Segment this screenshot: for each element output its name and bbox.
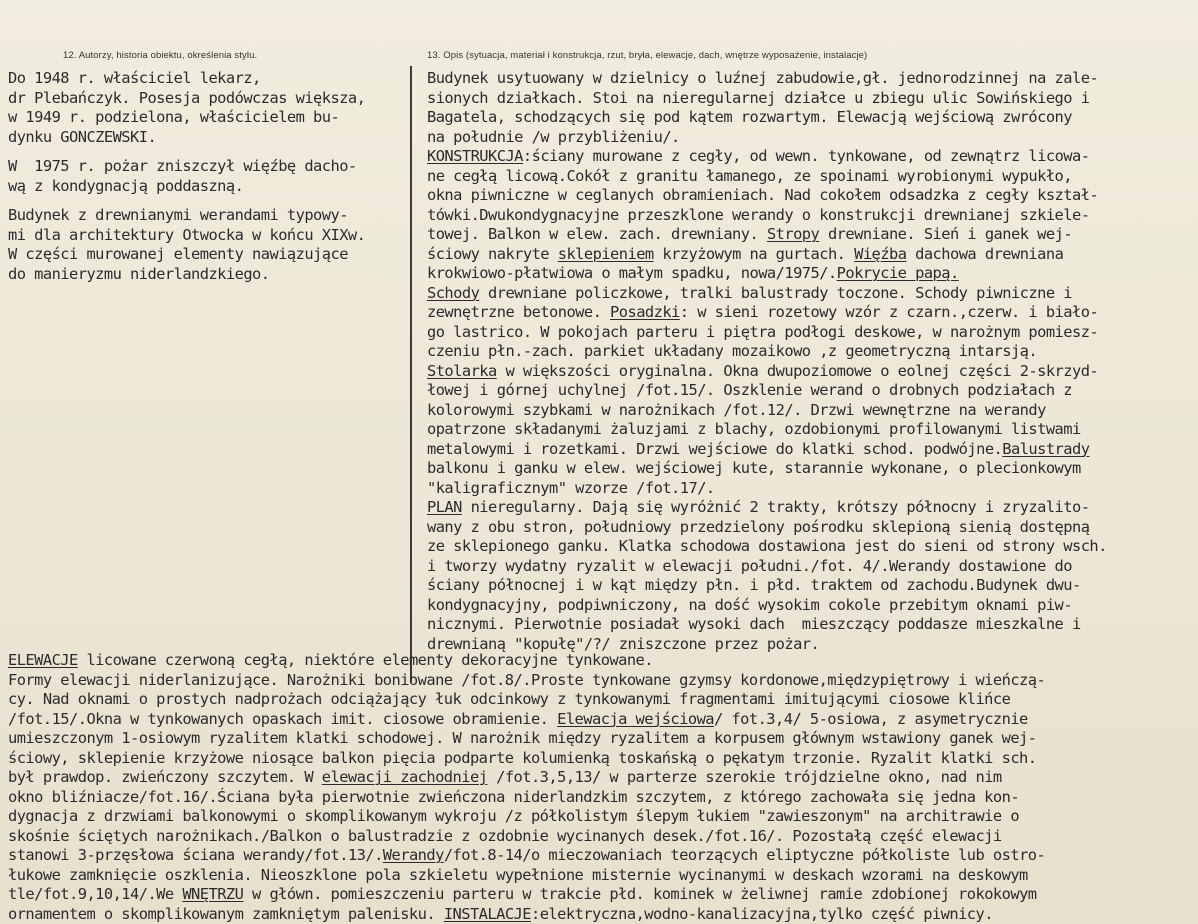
text-segment: na południe /w przybliżeniu/. <box>427 127 680 146</box>
text-segment: /fot.3,5,13/ w parterze szerokie trójdzielne okno, nad nim <box>487 768 1002 786</box>
description-text-line <box>427 401 1107 421</box>
paragraph-gap <box>8 196 365 206</box>
text-segment: łukowe zamknięcie oszklenia. Nieoszklone pola szkieletu wypełnione misternie wycinanymi w deskach wzorami na deskowym <box>8 865 1028 884</box>
text-segment: nieregularny. Dają się wyróżnić 2 trakty, krótszy północny i zryzalito- <box>461 498 1090 516</box>
text-segment: stanowi 3-przęsłowa ściana werandy/fot.13/. <box>8 846 383 864</box>
history-text-line: Do 1948 r. właściciel lekarz, <box>8 69 261 87</box>
section-13-header: 13. Opis (sytuacja, materiał i konstrukcja, rzut, bryła, elewacje, dach, wnętrze wyposażenie, instalacje) <box>427 50 868 61</box>
text-segment: tle/fot.9,10,14/.We <box>8 885 183 903</box>
text-segment: ne cegłą licową.Cokół z granitu łamanego, ze spoinami wyrobionymi wypukło, <box>427 166 1072 185</box>
text-segment: ornamentem o skomplikowanym zamkniętym palenisku. <box>8 904 444 923</box>
underlined-heading-term: Elewacja wejściowa <box>557 709 714 728</box>
text-segment: /fot.15/.Okna w tynkowanych opaskach imit. ciosowe obramienie. <box>8 709 558 728</box>
column-divider <box>410 66 412 682</box>
description-text-line <box>427 420 1107 440</box>
elevations-text-line <box>8 827 1045 847</box>
underlined-heading-term: Stropy <box>766 225 820 243</box>
description-text-line <box>427 89 1107 109</box>
text-segment: drewnianą "kopułę"/?/ zniszczone przez pożar. <box>427 634 820 653</box>
elevations-section <box>8 651 1045 924</box>
elevations-text-line <box>8 671 1045 691</box>
history-text-line: W części murowanej elementy nawiązujące <box>8 245 348 263</box>
text-segment: towej. Balkon w elew. zach. drewniany. <box>427 225 767 243</box>
text-segment: kondygnacyjny, podpiwniczony, na dość wysokim cokole przebitym oknami piw- <box>427 595 1072 614</box>
description-text-line <box>427 264 1107 284</box>
text-segment: licowane czerwoną cegłą, niektóre elementy dekoracyjne tynkowane. <box>77 651 653 669</box>
underlined-heading-term: Balustrady <box>1002 439 1090 458</box>
text-segment: umieszczonym 1-osiowym ryzalitem klatki schodowej. W narożnik między ryzalitem a korpusem głównym wstawiony ganek wej- <box>8 729 1037 747</box>
description-text-line <box>427 381 1107 401</box>
history-text-line: do manieryzmu niderlandzkiego. <box>8 264 270 283</box>
underlined-heading-term: Więźba <box>854 244 907 263</box>
text-segment: sionych działkach. Stoi na nieregularnej działce u zbiegu ulic Sowińskiego i <box>427 88 1090 107</box>
description-text-line <box>427 128 1107 148</box>
description-text-line <box>427 479 1107 499</box>
text-segment: Budynek usytuowany w dzielnicy o luźnej zabudowie,gł. jednorodzinnej na zale- <box>427 69 1099 87</box>
elevations-text-line <box>8 866 1045 886</box>
description-text-line <box>427 362 1107 382</box>
history-text-line: wą z kondygnacją poddaszną. <box>8 176 244 195</box>
underlined-heading-term: Schody <box>427 283 480 302</box>
text-segment: łowej i górnej uchylnej /fot.15/. Oszklenie werand o drobnych podziałach z <box>427 381 1072 399</box>
text-segment: krzyżowym na gurtach. <box>653 244 855 263</box>
underlined-heading-term: Pokrycie papą. <box>836 264 959 282</box>
text-segment: skośnie ściętych narożnikach./Balkon o balustradzie z ozdobnie wycinanych desek./fot.16/. Pozostałą część elewacji <box>8 826 1002 845</box>
history-text-line: dr Plebańczyk. Posesja podówczas większa, <box>8 88 366 107</box>
underlined-heading-term: WNĘTRZU <box>182 885 244 903</box>
text-segment: w większości oryginalna. Okna dwupoziomowe o eolnej części 2-skrzyd- <box>496 361 1099 380</box>
text-segment: i tworzy wydatny ryzalit w elewacji południ./fot. 4/.Werandy dostawione do <box>427 556 1072 575</box>
text-segment: ściowy, sklepienie krzyżowe niosące balkon pięcia podparte kolumienką toskańską o pękatym trzonie. Ryzalit klatki sch. <box>8 748 1037 767</box>
text-segment: ze sklepionego ganku. Klatka schodowa dostawiona jest do sieni od strony wsch. <box>427 537 1107 555</box>
description-text-line <box>427 303 1107 323</box>
elevations-text-line <box>8 768 1045 788</box>
text-segment: / fot.3,4/ 5-osiowa, z asymetrycznie <box>714 709 1028 728</box>
description-text-line <box>427 518 1107 538</box>
description-column <box>427 69 1107 654</box>
paragraph-gap <box>8 147 365 157</box>
text-segment: go lastrico. W pokojach parteru i piętra podłogi deskowe, w narożnym pomiesz- <box>427 322 1099 341</box>
description-text-line <box>427 284 1107 304</box>
text-segment: Bagatela, schodzących się pod kątem rozwartym. Elewacją wejściową zwrócony <box>427 108 1072 126</box>
description-text-line <box>427 440 1107 460</box>
description-text-line <box>427 69 1107 89</box>
underlined-heading-term: PLAN <box>427 498 462 516</box>
underlined-heading-term: KONSTRUKCJA <box>427 147 523 165</box>
description-text-line <box>427 167 1107 187</box>
text-segment: nicznymi. Pierwotnie posiadał wysoki dach mieszczący poddasze mieszkalne i <box>427 615 1081 633</box>
description-text-line <box>427 576 1107 596</box>
elevations-text-line <box>8 729 1045 749</box>
elevations-text-line <box>8 846 1045 866</box>
text-segment: drewniane policzkowe, tralki balustrady toczone. Schody piwniczne i <box>479 283 1072 302</box>
description-text-line <box>427 615 1107 635</box>
text-segment: Formy elewacji niderlanizujące. Narożniki boniowane /fot.8/.Proste tynkowane gzymsy kordonowe,międzypiętrowy i wieńczą- <box>8 670 1046 689</box>
text-segment: kolorowymi szybkami w narożnikach /fot.12/. Drzwi wewnętrzne na werandy <box>427 400 1046 419</box>
underlined-heading-term: Stolarka <box>427 361 497 380</box>
history-text-line: Budynek z drewnianymi werandami typowy- <box>8 206 348 224</box>
elevations-text-line <box>8 807 1045 827</box>
text-segment: opatrzone składanymi żaluzjami z blachy, ozdobionymi profilowanymi listwami <box>427 420 1081 438</box>
elevations-text-line <box>8 788 1045 808</box>
text-segment: drewniane. Sień i ganek wej- <box>819 225 1072 243</box>
text-segment: był prawdop. zwieńczony szczytem. W <box>8 768 322 786</box>
description-text-line <box>427 323 1107 343</box>
description-text-line <box>427 245 1107 265</box>
history-column <box>8 69 365 284</box>
description-text-line <box>427 108 1107 128</box>
description-text-line <box>427 342 1107 362</box>
text-segment: metalowymi i rozetkami. Drzwi wejściowe do klatki schod. podwójne. <box>427 439 1003 458</box>
text-segment: w główn. pomieszczeniu parteru w trakcie płd. kominek w żeliwnej ramie zdobionej rokokowym <box>243 885 1037 903</box>
description-text-line <box>427 206 1107 226</box>
text-segment: ściany północnej i w kąt między płn. i płd. traktem od zachodu.Budynek dwu- <box>427 576 1081 594</box>
text-segment: wany z obu stron, południowy przedzielony pośrodku sklepioną sienią dostępną <box>427 517 1090 536</box>
underlined-heading-term: sklepieniem <box>557 244 654 263</box>
elevations-text-line <box>8 749 1045 769</box>
underlined-heading-term: elewacji zachodniej <box>321 768 488 786</box>
history-text-line: dynku GONCZEWSKI. <box>8 127 157 146</box>
text-segment: tówki.Dwukondygnacyjne przeszklone werandy o konstrukcji drewnianej szkiele- <box>427 205 1090 224</box>
text-segment: cy. Nad oknami o prostych nadprożach odciążający łuk odcinkowy z tynkowanymi fragmentami imitującymi ciosowe klińce <box>8 690 1011 708</box>
text-segment: "kaligraficznym" wzorze /fot.17/. <box>427 478 715 497</box>
elevations-text-line <box>8 885 1045 905</box>
description-text-line <box>427 557 1107 577</box>
elevations-text-line <box>8 690 1045 710</box>
description-text-line <box>427 147 1107 167</box>
text-segment: ściowy nakryte <box>427 244 558 263</box>
text-segment: : w sieni rozetowy wzór z czarn.,czerw. i biało- <box>679 303 1099 321</box>
text-segment: dygnacja z drzwiami balkonowymi o skomplikowanym wykroju /z półkolistym ślepym łukiem "zawieszonym" na architrawie o <box>8 807 1020 825</box>
elevations-text-line <box>8 905 1045 924</box>
text-segment: okna piwniczne w ceglanych obramieniach. Nad cokołem odsadzka z cegły kształ- <box>427 186 1099 204</box>
text-segment: balkonu i ganku w elew. wejściowej kute, starannie wykonane, o plecionkowym <box>427 459 1081 477</box>
text-segment: okno bliźniacze/fot.16/.Ściana była pierwotnie zwieńczona niderlandzkim szczytem, z którego zachowała się jedna kon- <box>8 787 1020 806</box>
elevations-text-line <box>8 651 1045 671</box>
description-text-line <box>427 225 1107 245</box>
underlined-heading-term: Posadzki <box>610 303 680 321</box>
description-text-line <box>427 537 1107 557</box>
elevations-text-line <box>8 710 1045 730</box>
text-segment: zewnętrzne betonowe. <box>427 303 611 321</box>
description-text-line <box>427 498 1107 518</box>
description-text-line <box>427 459 1107 479</box>
text-segment: /fot.8-14/o mieczowaniach teorzących eliptyczne półkoliste lub ostro- <box>443 846 1046 864</box>
description-text-line <box>427 186 1107 206</box>
text-segment: :elektryczna,wodno-kanalizacyjna,tylko część piwnicy. <box>530 904 993 923</box>
history-text-line: mi dla architektury Otwocka w końcu XIXw. <box>8 225 366 244</box>
text-segment: krokwiowo-płatwiowa o małym spadku, nowa/1975/. <box>427 264 837 282</box>
text-segment: dachowa drewniana <box>906 244 1064 263</box>
text-segment: czeniu płn.-zach. parkiet układany mozaikowo ,z geometryczną intarsją. <box>427 342 1038 360</box>
history-text-line: W 1975 r. pożar zniszczył więźbę dacho- <box>8 157 357 175</box>
history-text-line: w 1949 r. podzielona, właścicielem bu- <box>8 108 340 126</box>
underlined-heading-term: ELEWACJE <box>8 651 78 669</box>
description-text-line <box>427 596 1107 616</box>
underlined-heading-term: Werandy <box>382 846 444 864</box>
underlined-heading-term: INSTALACJE <box>443 904 531 923</box>
section-12-header: 12. Autorzy, historia obiektu, określenia stylu. <box>63 50 258 61</box>
text-segment: :ściany murowane z cegły, od wewn. tynkowane, od zewnątrz licowa- <box>522 147 1090 165</box>
